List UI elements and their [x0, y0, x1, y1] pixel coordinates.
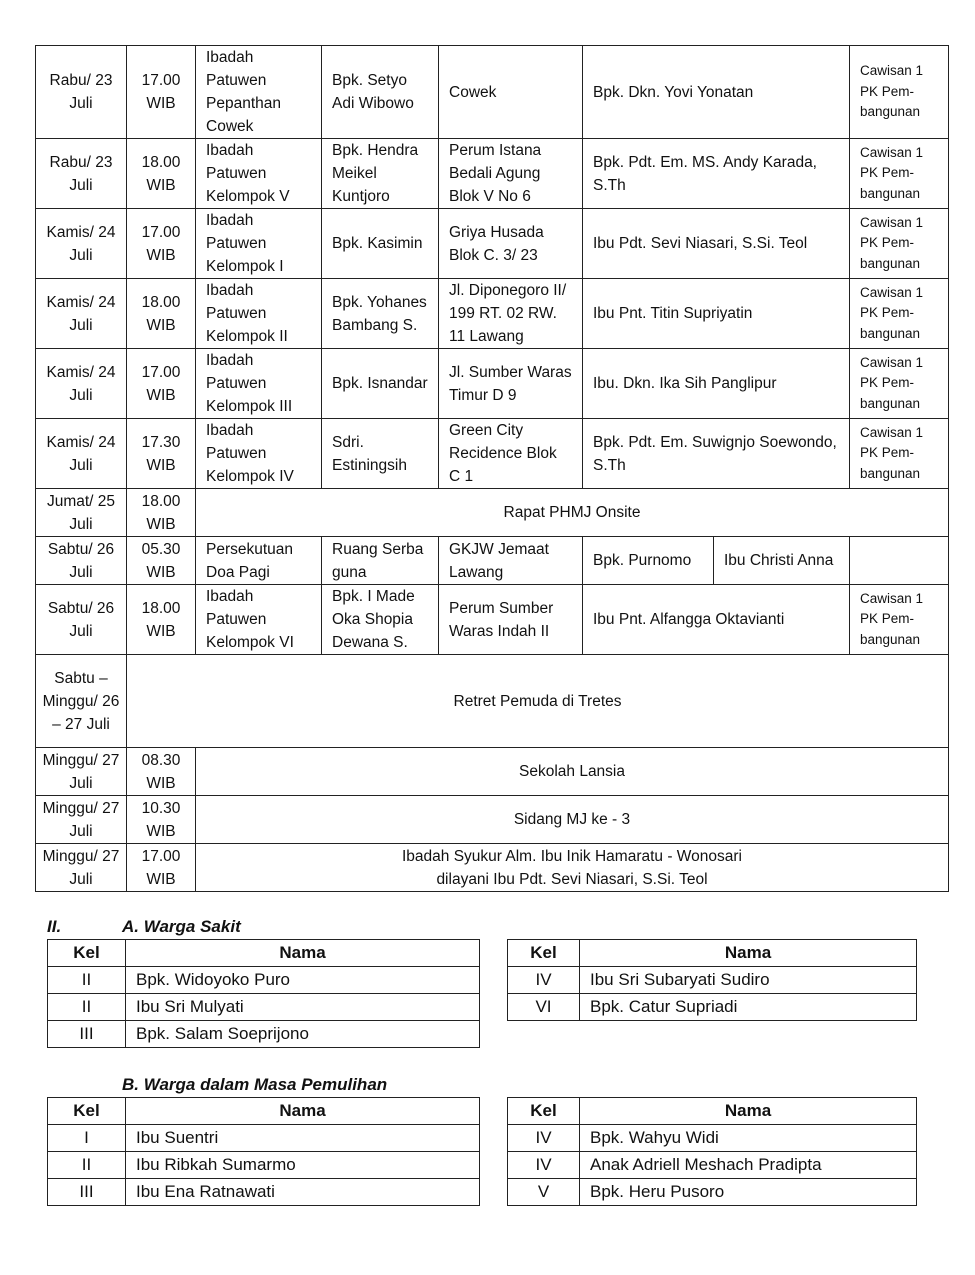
schedule-place: Jl. Sumber Waras Timur D 9 — [439, 349, 583, 419]
kel-cell: IV — [508, 1152, 580, 1179]
schedule-time: 18.00 WIB — [127, 489, 196, 537]
schedule-leader: Ibu Pnt. Alfangga Oktavianti — [583, 585, 850, 655]
sick-section-title: A. Warga Sakit — [122, 917, 241, 936]
schedule-place: Cowek — [439, 46, 583, 139]
schedule-time: 17.00 WIB — [127, 844, 196, 892]
schedule-time: 18.00 WIB — [127, 139, 196, 209]
schedule-host: Sdri. Estiningsih — [322, 419, 439, 489]
table-header-row — [48, 940, 480, 967]
schedule-leader: Ibu Pnt. Titin Supriyatin — [583, 279, 850, 349]
kel-cell: II — [48, 967, 126, 994]
schedule-day: Minggu/ 27 Juli — [36, 796, 127, 844]
schedule-row — [36, 419, 949, 489]
schedule-time: 17.30 WIB — [127, 419, 196, 489]
nama-header: Nama — [580, 940, 917, 967]
schedule-host: Bpk. I Made Oka Shopia Dewana S. — [322, 585, 439, 655]
kel-cell: V — [508, 1179, 580, 1206]
table-row — [48, 994, 480, 1021]
kel-cell: II — [48, 994, 126, 1021]
schedule-host: Bpk. Hendra Meikel Kuntjoro — [322, 139, 439, 209]
schedule-time: 08.30 WIB — [127, 748, 196, 796]
schedule-day: Sabtu – Minggu/ 26 – 27 Juli — [36, 655, 127, 748]
nama-cell: Bpk. Widoyoko Puro — [126, 967, 480, 994]
schedule-place: Perum Sumber Waras Indah II — [439, 585, 583, 655]
nama-header: Nama — [126, 1098, 480, 1125]
schedule-span-event: Sidang MJ ke - 3 — [196, 796, 949, 844]
schedule-leader: Ibu Pdt. Sevi Niasari, S.Si. Teol — [583, 209, 850, 279]
schedule-row — [36, 46, 949, 139]
schedule-span-event — [196, 844, 949, 892]
schedule-day: Rabu/ 23 Juli — [36, 46, 127, 139]
schedule-host: Bpk. Kasimin — [322, 209, 439, 279]
schedule-time: 17.00 WIB — [127, 349, 196, 419]
schedule-host: Ruang Serba guna — [322, 537, 439, 585]
schedule-span-event: Rapat PHMJ Onsite — [196, 489, 949, 537]
schedule-span-event: Sekolah Lansia — [196, 748, 949, 796]
schedule-event: Ibadah Patuwen Kelompok IV — [196, 419, 322, 489]
table-header-row — [48, 1098, 480, 1125]
schedule-time: 17.00 WIB — [127, 46, 196, 139]
schedule-row — [36, 796, 949, 844]
schedule-row — [36, 209, 949, 279]
schedule-day: Kamis/ 24 Juli — [36, 349, 127, 419]
schedule-row — [36, 537, 949, 585]
recovery-table-left — [47, 1097, 480, 1206]
schedule-event: Ibadah Patuwen Kelompok I — [196, 209, 322, 279]
schedule-time: 05.30 WIB — [127, 537, 196, 585]
kel-header: Kel — [48, 1098, 126, 1125]
nama-header: Nama — [580, 1098, 917, 1125]
schedule-note: Cawisan 1 PK Pem-bangunan — [850, 209, 949, 279]
kel-cell: III — [48, 1179, 126, 1206]
table-row — [48, 1179, 480, 1206]
schedule-event: Ibadah Patuwen Kelompok II — [196, 279, 322, 349]
schedule-place: Green City Recidence Blok C 1 — [439, 419, 583, 489]
nama-cell: Ibu Ribkah Sumarmo — [126, 1152, 480, 1179]
schedule-time: 17.00 WIB — [127, 209, 196, 279]
schedule-time: 18.00 WIB — [127, 585, 196, 655]
kel-header: Kel — [48, 940, 126, 967]
nama-cell: Bpk. Heru Pusoro — [580, 1179, 917, 1206]
schedule-note: Cawisan 1 PK Pem-bangunan — [850, 279, 949, 349]
schedule-span-event: Retret Pemuda di Tretes — [127, 655, 949, 748]
schedule-place: GKJW Jemaat Lawang — [439, 537, 583, 585]
schedule-time: 18.00 WIB — [127, 279, 196, 349]
schedule-day: Kamis/ 24 Juli — [36, 419, 127, 489]
schedule-row — [36, 349, 949, 419]
schedule-place: Perum Istana Bedali Agung Blok V No 6 — [439, 139, 583, 209]
kel-cell: I — [48, 1125, 126, 1152]
schedule-place: Jl. Diponegoro II/ 199 RT. 02 RW. 11 Lawang — [439, 279, 583, 349]
schedule-leader-2: Ibu Christi Anna — [714, 537, 850, 585]
schedule-day: Kamis/ 24 Juli — [36, 209, 127, 279]
recovery-table-right — [507, 1097, 917, 1206]
schedule-note: Cawisan 1 PK Pem-bangunan — [850, 46, 949, 139]
nama-header: Nama — [126, 940, 480, 967]
schedule-note: Cawisan 1 PK Pem-bangunan — [850, 585, 949, 655]
schedule-leader: Bpk. Purnomo — [583, 537, 714, 585]
nama-cell: Anak Adriell Meshach Pradipta — [580, 1152, 917, 1179]
schedule-event: Ibadah Patuwen Pepanthan Cowek — [196, 46, 322, 139]
schedule-note — [850, 537, 949, 585]
schedule-row — [36, 489, 949, 537]
sick-table-left — [47, 939, 480, 1048]
schedule-day: Jumat/ 25 Juli — [36, 489, 127, 537]
schedule-row — [36, 139, 949, 209]
schedule-row — [36, 655, 949, 748]
nama-cell: Ibu Ena Ratnawati — [126, 1179, 480, 1206]
schedule-leader: Bpk. Pdt. Em. Suwignjo Soewondo, S.Th — [583, 419, 850, 489]
schedule-host: Bpk. Setyo Adi Wibowo — [322, 46, 439, 139]
schedule-day: Rabu/ 23 Juli — [36, 139, 127, 209]
table-row — [48, 1021, 480, 1048]
table-row — [48, 967, 480, 994]
table-header-row — [508, 1098, 917, 1125]
nama-cell: Ibu Sri Subaryati Sudiro — [580, 967, 917, 994]
schedule-event: Ibadah Patuwen Kelompok III — [196, 349, 322, 419]
schedule-host: Bpk. Isnandar — [322, 349, 439, 419]
schedule-leader: Bpk. Pdt. Em. MS. Andy Karada, S.Th — [583, 139, 850, 209]
nama-cell: Ibu Sri Mulyati — [126, 994, 480, 1021]
schedule-place: Griya Husada Blok C. 3/ 23 — [439, 209, 583, 279]
schedule-host: Bpk. Yohanes Bambang S. — [322, 279, 439, 349]
schedule-day: Minggu/ 27 Juli — [36, 844, 127, 892]
schedule-span-line-2: dilayani Ibu Pdt. Sevi Niasari, S.Si. Teol — [436, 870, 708, 888]
table-row — [48, 1125, 480, 1152]
schedule-table — [35, 45, 949, 892]
kel-cell: III — [48, 1021, 126, 1048]
nama-cell: Ibu Suentri — [126, 1125, 480, 1152]
kel-header: Kel — [508, 1098, 580, 1125]
sick-table-right — [507, 939, 917, 1021]
schedule-event: Ibadah Patuwen Kelompok VI — [196, 585, 322, 655]
table-row — [508, 1125, 917, 1152]
schedule-span-line-1: Ibadah Syukur Alm. Ibu Inik Hamaratu - Wonosari — [401, 847, 742, 865]
table-header-row — [508, 940, 917, 967]
schedule-event: Ibadah Patuwen Kelompok V — [196, 139, 322, 209]
schedule-note: Cawisan 1 PK Pem-bangunan — [850, 349, 949, 419]
recovery-section-title: B. Warga dalam Masa Pemulihan — [122, 1075, 388, 1094]
schedule-leader: Bpk. Dkn. Yovi Yonatan — [583, 46, 850, 139]
kel-cell: IV — [508, 1125, 580, 1152]
schedule-row — [36, 585, 949, 655]
table-row — [508, 1152, 917, 1179]
schedule-day: Sabtu/ 26 Juli — [36, 585, 127, 655]
kel-cell: II — [48, 1152, 126, 1179]
schedule-row — [36, 279, 949, 349]
table-row — [508, 1179, 917, 1206]
nama-cell: Bpk. Salam Soeprijono — [126, 1021, 480, 1048]
schedule-note: Cawisan 1 PK Pem-bangunan — [850, 139, 949, 209]
schedule-day: Kamis/ 24 Juli — [36, 279, 127, 349]
schedule-row — [36, 748, 949, 796]
schedule-day: Minggu/ 27 Juli — [36, 748, 127, 796]
schedule-day: Sabtu/ 26 Juli — [36, 537, 127, 585]
schedule-row — [36, 844, 949, 892]
schedule-event: Persekutuan Doa Pagi — [196, 537, 322, 585]
nama-cell: Bpk. Catur Supriadi — [580, 994, 917, 1021]
section-number: II. — [47, 917, 62, 936]
schedule-time: 10.30 WIB — [127, 796, 196, 844]
kel-cell: IV — [508, 967, 580, 994]
table-row — [508, 967, 917, 994]
schedule-leader: Ibu. Dkn. Ika Sih Panglipur — [583, 349, 850, 419]
table-row — [48, 1152, 480, 1179]
kel-cell: VI — [508, 994, 580, 1021]
nama-cell: Bpk. Wahyu Widi — [580, 1125, 917, 1152]
schedule-note: Cawisan 1 PK Pem-bangunan — [850, 419, 949, 489]
table-row — [508, 994, 917, 1021]
kel-header: Kel — [508, 940, 580, 967]
